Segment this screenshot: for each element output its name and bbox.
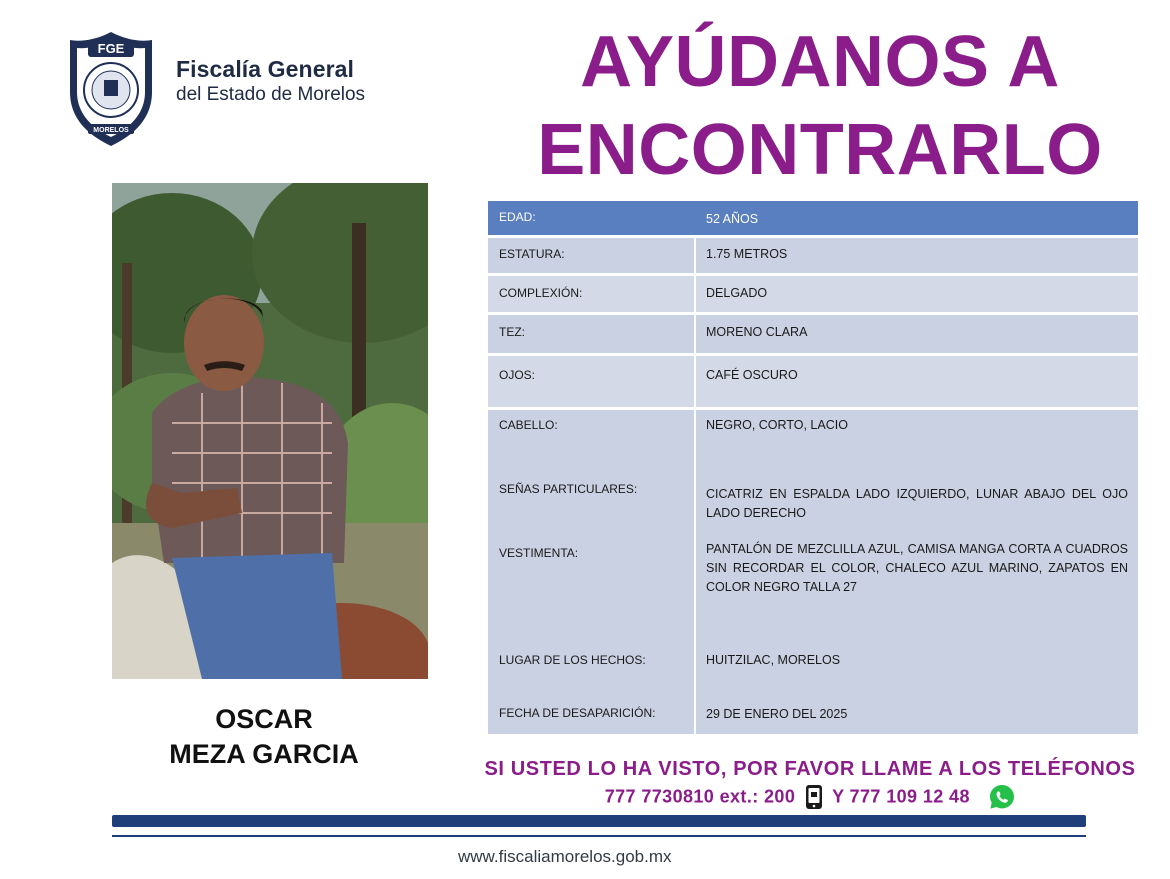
label-edad: EDAD:: [499, 210, 536, 224]
organization-name: [176, 56, 365, 106]
value-lugar: HUITZILAC, MORELOS: [706, 653, 841, 667]
value-cabello: NEGRO, CORTO, LACIO: [706, 418, 848, 432]
fge-badge-logo: [66, 30, 156, 148]
call-to-action: SI USTED LO HA VISTO, POR FAVOR LLAME A LOS TELÉFONOS: [484, 758, 1136, 780]
badge-bottom-text: MORELOS: [93, 127, 129, 134]
last-names: MEZA GARCIA: [169, 739, 359, 769]
value-ojos: CAFÉ OSCURO: [706, 368, 798, 382]
label-fecha: FECHA DE DESAPARICIÓN:: [499, 706, 656, 720]
value-tez: MORENO CLARA: [706, 325, 808, 339]
column-separator: [694, 201, 696, 734]
row-separator: [488, 312, 1138, 315]
value-vestimenta: PANTALÓN DE MEZCLILLA AZUL, CAMISA MANGA CORTA A CUADROS SIN RECORDAR EL COLOR, CHALECO AZUL MARINO, ZAPATOS EN COLOR NEGRO TALLA 27: [706, 542, 1128, 594]
phone-icon: [805, 784, 823, 810]
details-table: [488, 201, 1138, 734]
label-tez: TEZ:: [499, 325, 525, 339]
badge-text: FGE: [97, 41, 125, 56]
whatsapp-icon: [989, 784, 1015, 810]
phone-numbers: [470, 784, 1150, 810]
value-estatura: 1.75 METROS: [706, 247, 788, 261]
label-ojos: OJOS:: [499, 368, 536, 382]
headline-line2: ENCONTRARLO: [537, 110, 1103, 190]
org-line2: del Estado de Morelos: [176, 84, 366, 105]
person-name: [112, 702, 416, 772]
value-fecha: 29 DE ENERO DEL 2025: [706, 707, 848, 721]
phone-number-2: Y 777 109 12 48: [832, 786, 970, 807]
value-complexion: DELGADO: [706, 286, 768, 300]
phone-number-1: 777 7730810 ext.: 200: [604, 786, 796, 807]
missing-person-photo: [112, 183, 428, 679]
label-cabello: CABELLO:: [499, 418, 558, 432]
website-link[interactable]: www.fiscaliamorelos.gob.mx: [458, 847, 672, 866]
footer-line: [112, 835, 1086, 837]
row-edad: [488, 201, 1138, 235]
value-edad: 52 AÑOS: [706, 212, 759, 226]
label-senas: SEÑAS PARTICULARES:: [499, 482, 638, 496]
row-separator: [488, 407, 1138, 410]
first-name: OSCAR: [215, 704, 313, 734]
footer-bar: [112, 815, 1086, 827]
headline-line1: AYÚDANOS A: [580, 22, 1060, 102]
value-senas: CICATRIZ EN ESPALDA LADO IZQUIERDO, LUNAR ABAJO DEL OJO LADO DERECHO: [706, 487, 1128, 520]
row-separator: [488, 235, 1138, 238]
label-vestimenta: VESTIMENTA:: [499, 546, 579, 560]
org-line1: Fiscalía General: [176, 56, 355, 82]
label-estatura: ESTATURA:: [499, 247, 565, 261]
row-separator: [488, 353, 1138, 356]
headline: [490, 18, 1150, 194]
label-lugar: LUGAR DE LOS HECHOS:: [499, 653, 646, 667]
label-complexion: COMPLEXIÓN:: [499, 286, 583, 300]
row-separator: [488, 273, 1138, 276]
